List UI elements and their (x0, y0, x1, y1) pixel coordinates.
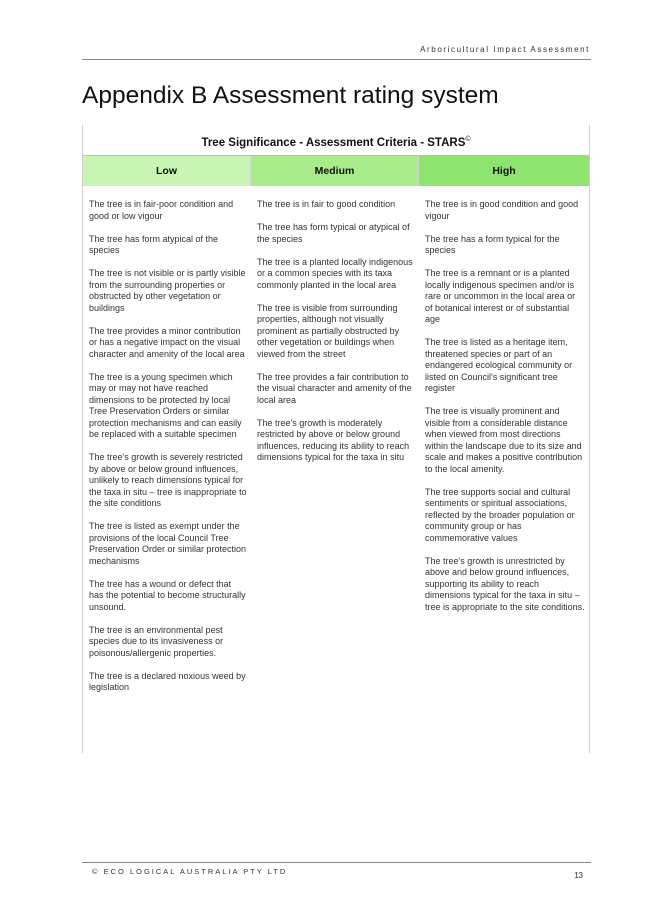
criteria-item: The tree is in good condition and good vigour (425, 199, 579, 221)
table-title (83, 125, 589, 156)
header-divider (82, 59, 591, 60)
criteria-item: The tree provides a fair contribution to the visual character and amenity of the local area (257, 371, 412, 405)
criteria-item: The tree is a planted locally indigenous or a common species with its taxa commonly planted in the local area (257, 256, 413, 290)
criteria-item: The tree supports social and cultural sentiments or spiritual associations, reflected by the broader population or community group or has commemorative values (425, 486, 575, 543)
criteria-item: The tree is a declared noxious weed by legislation (89, 670, 246, 692)
criteria-item: The tree provides a minor contribution or has a negative impact on the visual character and amenity of the local area (89, 325, 245, 359)
criteria-item: The tree is in fair to good condition (257, 199, 396, 209)
column-headers (83, 156, 589, 186)
criteria-item: The tree is visible from surrounding properties, although not visually prominent as partially obstructed by other vegetation or buildings when viewed from the street (257, 302, 400, 359)
criteria-item: The tree has a form typical for the species (425, 233, 560, 255)
table-title-text: Tree Significance - Assessment Criteria - STARS (201, 136, 466, 149)
criteria-item: The tree is not visible or is partly visible from the surrounding properties or obstructed by other vegetation or buildings (89, 268, 246, 313)
criteria-item: The tree has a wound or defect that has the potential to become structurally unsound. (89, 578, 246, 612)
criteria-item: The tree is visually prominent and visible from a considerable distance when viewed from most directions within the landscape due to its size and scale and makes a positive contribution to the local amenity. (425, 406, 583, 474)
criteria-item: The tree's growth is unrestricted by above and below ground influences, supporting its ability to reach dimensions typical for the taxa in situ – tree is appropriate to the site conditions. (425, 555, 585, 612)
page-title: Appendix B Assessment rating system (82, 82, 499, 109)
criteria-item: The tree has form atypical of the species (89, 233, 219, 255)
criteria-item: The tree has form typical or atypical of the species (257, 222, 410, 244)
document-header-title: Arboricultural Impact Assessment (420, 45, 590, 54)
footer-company: © ECO LOGICAL AUSTRALIA PTY LTD (92, 867, 288, 876)
footer-divider (82, 862, 591, 863)
assessment-criteria-table (82, 125, 590, 753)
criteria-item: The tree is listed as a heritage item, threatened species or part of an endangered ecological community or listed on Council's significant tree register (425, 337, 573, 393)
medium-criteria-column (251, 199, 419, 705)
low-criteria-column (83, 199, 251, 705)
column-header-medium: Medium (251, 156, 419, 186)
criteria-item: The tree is an environmental pest species due to its invasiveness or poisonous/allergenic properties. (89, 624, 224, 658)
criteria-item: The tree's growth is moderately restricted by above or below ground influences, reducing its ability to reach dimensions typical for the taxa in situ (257, 417, 410, 462)
column-header-high: High (419, 156, 589, 186)
high-criteria-column (419, 199, 589, 705)
criteria-item: The tree is a young specimen which may or may not have reached dimensions to be protected by local Tree Preservation Orders or similar protection mechanisms and can easily be replaced with a suitable specimen (89, 371, 242, 439)
column-header-low: Low (83, 156, 251, 186)
criteria-item: The tree's growth is severely restricted by above or below ground influences, unlikely to reach dimensions typical for the taxa in situ – tree is inappropriate to the site conditions (89, 452, 247, 508)
criteria-item: The tree is a remnant or is a planted locally indigenous specimen and/or is rare or uncommon in the local area or of botanical interest or of substantial age (425, 268, 576, 324)
criteria-columns (83, 186, 589, 705)
page-number: 13 (574, 871, 583, 880)
criteria-item: The tree is listed as exempt under the provisions of the local Council Tree Preservation Order or similar protection mechanisms (89, 521, 247, 566)
criteria-item: The tree is in fair-poor condition and good or low vigour (89, 199, 234, 221)
copyright-mark: © (465, 136, 471, 143)
